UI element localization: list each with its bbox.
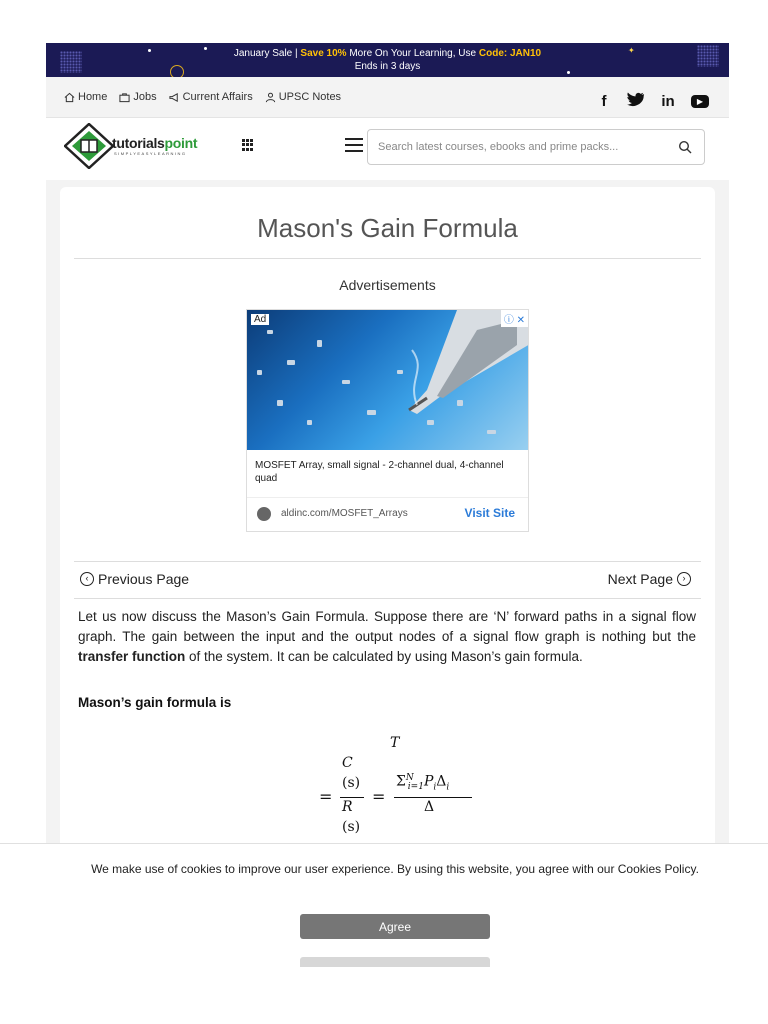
brand-name-accent: point xyxy=(164,135,198,151)
facebook-icon[interactable]: f xyxy=(601,92,607,110)
ad-image[interactable] xyxy=(247,310,529,450)
formula-sub-i2: i xyxy=(433,782,437,793)
divider xyxy=(74,561,701,562)
nav-current-affairs[interactable] xyxy=(169,91,253,103)
twitter-icon[interactable] xyxy=(627,92,645,111)
sparkle-decoration xyxy=(204,47,207,50)
promo-banner[interactable] xyxy=(46,43,729,77)
nav-upsc-notes[interactable] xyxy=(265,91,341,103)
sparkle-decoration xyxy=(148,49,151,52)
formula-eq1: = xyxy=(319,787,333,806)
ad-url[interactable]: aldinc.com/MOSFET_Arrays xyxy=(281,508,408,519)
twitter-bird-glyph xyxy=(627,92,645,107)
youtube-icon[interactable]: ▶ xyxy=(691,95,709,108)
masons-gain-formula xyxy=(60,735,715,845)
chevron-left-icon: ‹ xyxy=(80,572,94,586)
promo-code: Code: JAN10 xyxy=(478,48,542,59)
agree-button[interactable]: Agree xyxy=(300,914,490,939)
linkedin-icon[interactable]: in xyxy=(661,92,675,110)
previous-page-label: Previous Page xyxy=(98,571,190,587)
brand-name[interactable] xyxy=(112,135,197,151)
ring-decoration xyxy=(170,65,184,77)
intro-text-2: of the system. It can be calculated by using Mason’s gain formula. xyxy=(185,649,583,664)
nav-upsc-label: UPSC Notes xyxy=(278,91,342,103)
tutorialspoint-logo[interactable] xyxy=(64,123,114,169)
ad-badge: Ad xyxy=(251,314,269,325)
divider xyxy=(74,258,701,259)
brand-tagline: SIMPLYEASYLEARNING xyxy=(114,151,187,156)
search-input[interactable] xyxy=(368,130,658,164)
formula-heading: Mason’s gain formula is xyxy=(78,695,232,710)
nav-jobs[interactable] xyxy=(119,91,156,103)
ads-label: Advertisements xyxy=(339,277,436,293)
promo-prefix: January Sale | xyxy=(233,48,301,59)
formula-sup-n: N xyxy=(405,773,414,783)
intro-text-1: Let us now discuss the Mason’s Gain Formula. Suppose there are ‘N’ forward paths in a signal flow graph. The gain between the input and the output nodes of a signal flow graph is nothing but the xyxy=(78,609,696,644)
intro-paragraph xyxy=(78,607,696,667)
formula-r: R xyxy=(342,799,353,815)
intro-bold: transfer function xyxy=(78,649,186,664)
megaphone-icon xyxy=(169,92,180,103)
divider xyxy=(74,598,701,599)
sparkle-decoration xyxy=(567,71,570,74)
formula-s2: (s) xyxy=(342,819,361,835)
formula-delta-i: Δ xyxy=(436,773,447,790)
promo-middle: More On Your Learning, Use xyxy=(346,48,479,59)
nav-current-affairs-label: Current Affairs xyxy=(182,91,253,103)
page-navigation xyxy=(80,571,691,591)
soldering-iron-illustration xyxy=(397,310,529,430)
formula-c: C xyxy=(342,755,353,771)
formula-sigma: Σ xyxy=(396,773,406,790)
next-page-link[interactable] xyxy=(608,571,691,587)
secondary-cookie-button[interactable] xyxy=(300,957,490,967)
formula-sub-i3: i xyxy=(446,782,450,793)
chevron-right-icon: › xyxy=(677,572,691,586)
site-header xyxy=(46,118,729,180)
search-icon[interactable] xyxy=(678,140,692,154)
globe-icon xyxy=(257,507,271,521)
ad-divider xyxy=(247,497,529,498)
formula-sub-i1: i=1 xyxy=(407,782,424,793)
briefcase-icon xyxy=(119,92,130,103)
ad-info-close-icon[interactable]: ⓘ ✕ xyxy=(501,310,528,327)
user-icon xyxy=(265,92,276,103)
formula-eq2: = xyxy=(372,787,386,806)
dot-pattern-decoration xyxy=(697,45,719,67)
cookie-message: We make use of cookies to improve our user experience. By using this website, you agree with our Cookies Policy. xyxy=(91,862,699,876)
brand-name-main: tutorials xyxy=(112,135,165,151)
promo-highlight: Save 10% xyxy=(300,48,347,59)
ad-description[interactable]: MOSFET Array, small signal - 2-channel dual, 4-channel quad xyxy=(255,460,504,484)
promo-subtext: Ends in 3 days xyxy=(354,61,421,72)
advertisement[interactable] xyxy=(246,309,529,532)
nav-home-label: Home xyxy=(78,91,108,103)
visit-site-button[interactable]: Visit Site xyxy=(464,506,515,520)
nav-home[interactable] xyxy=(64,91,107,103)
apps-grid-icon[interactable] xyxy=(242,139,255,151)
formula-fraction-bar xyxy=(394,797,472,798)
home-icon xyxy=(64,92,75,103)
previous-page-link[interactable] xyxy=(80,571,189,587)
search-box xyxy=(367,129,705,165)
dot-pattern-decoration xyxy=(60,51,82,73)
formula-t: T xyxy=(390,735,400,751)
formula-s1: (s) xyxy=(342,775,361,791)
formula-numerator xyxy=(396,773,449,792)
formula-fraction-bar xyxy=(340,797,364,798)
cookie-banner xyxy=(0,843,768,1024)
next-page-label: Next Page xyxy=(607,571,673,587)
top-nav xyxy=(46,82,729,118)
star-icon: ✦ xyxy=(628,46,635,55)
formula-denominator: Δ xyxy=(424,799,435,815)
nav-jobs-label: Jobs xyxy=(133,91,157,103)
social-links xyxy=(595,92,709,111)
formula-p: P xyxy=(423,773,434,790)
hamburger-menu-icon[interactable] xyxy=(345,138,363,152)
page-title: Mason's Gain Formula xyxy=(257,213,518,243)
